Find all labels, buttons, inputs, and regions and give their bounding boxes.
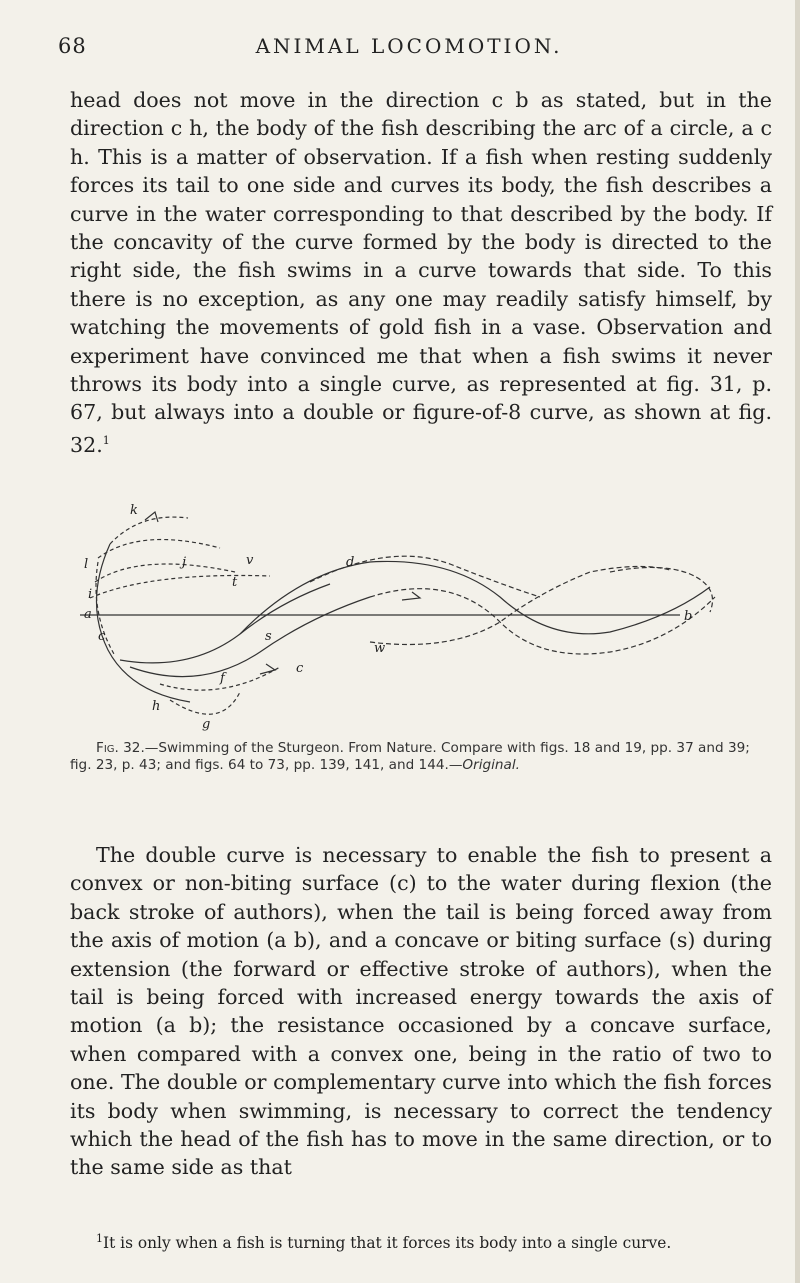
curve-t [90, 575, 270, 598]
footnote-marker: 1 [96, 1232, 103, 1245]
figure-caption-text: —Swimming of the Sturgeon. From Nature. Compare with figs. 18 and 19, pp. 37 and 39; fig. 23, p. 43; and figs. 64 to 73, pp. 139, 141, and 144.— [70, 740, 750, 773]
paragraph-1 [70, 86, 772, 459]
footnote-reference: 1 [102, 433, 110, 447]
footnote [70, 1229, 772, 1253]
label-s: s [265, 629, 272, 644]
label-h: h [152, 699, 161, 714]
curve-w [370, 566, 670, 644]
arrow-s [402, 592, 420, 600]
label-l: l [84, 557, 89, 572]
curve-l [98, 540, 220, 558]
curve-k [110, 517, 188, 544]
label-c-mid: c [296, 661, 304, 676]
curve-g [170, 692, 240, 714]
figure-32-diagram [70, 502, 772, 738]
paragraph-1-text: head does not move in the direction c b as stated, but in the direction c h, the body of the fish describing the arc of a circle, a c h. This is a matter of observation. If a fish when resting suddenly forces its tail to one side and curves its body, the fish describes a curve in the water corresponding to that described by the body. If the concavity of the curve formed by the body is directed to the right side, the fish swims in a curve towards that side. To this there is no exception, as any one may readily satisfy himself, by watching the movements of gold fish in a vase. Observation and experiment have convinced me that when a fish swims it never throws its body into a single curve, as represented at fig. 31, p. 67, but always into a double or figure-of-8 curve, as shown at fig. 32. [70, 88, 772, 457]
figure-caption-credit: Original. [462, 757, 520, 773]
running-head: ANIMAL LOCOMOTION. [255, 34, 563, 58]
label-k: k [130, 503, 138, 518]
left-arc [96, 544, 190, 702]
figure-caption-number: Fig. 32. [96, 740, 145, 756]
label-t: t [232, 575, 238, 590]
figure-caption [70, 740, 772, 774]
footnote-text: It is only when a fish is turning that it forces its body into a single curve. [103, 1234, 672, 1253]
curve-s [120, 584, 330, 663]
page-header [58, 34, 760, 66]
paragraph-2: The double curve is necessary to enable the fish to present a convex or non-biting surface (c) to the water during flexion (the back stroke of authors), when the tail is being forced away from the axis of motion (a b), and a concave or biting surface (s) during extension (the forward or effective stroke of authors), when the tail is being forced with increased energy towards the axis of motion (a b); the resistance occasioned by a concave surface, when compared with a convex one, being in the ratio of two to one. The double or complementary curve into which the fish forces its body when swimming, is necessary to correct the tendency which the head of the fish has to move in the same direction, or to the same side as that [70, 843, 772, 1180]
label-b: b [684, 609, 693, 624]
page-number: 68 [58, 34, 87, 58]
body-curve-upper [240, 561, 710, 634]
label-c-left: c [98, 629, 106, 644]
label-d: d [346, 555, 355, 570]
arrow-f [260, 664, 275, 674]
label-a: a [84, 607, 92, 622]
page-edge [795, 0, 800, 1283]
label-i: i [88, 587, 93, 602]
label-f: f [220, 671, 225, 686]
body-curve-top [310, 556, 540, 597]
curve-c [130, 597, 370, 677]
label-j: j [182, 555, 187, 570]
label-v: v [246, 553, 254, 568]
label-w: w [374, 641, 386, 656]
body-right-tail [610, 567, 713, 612]
label-g: g [202, 717, 211, 732]
